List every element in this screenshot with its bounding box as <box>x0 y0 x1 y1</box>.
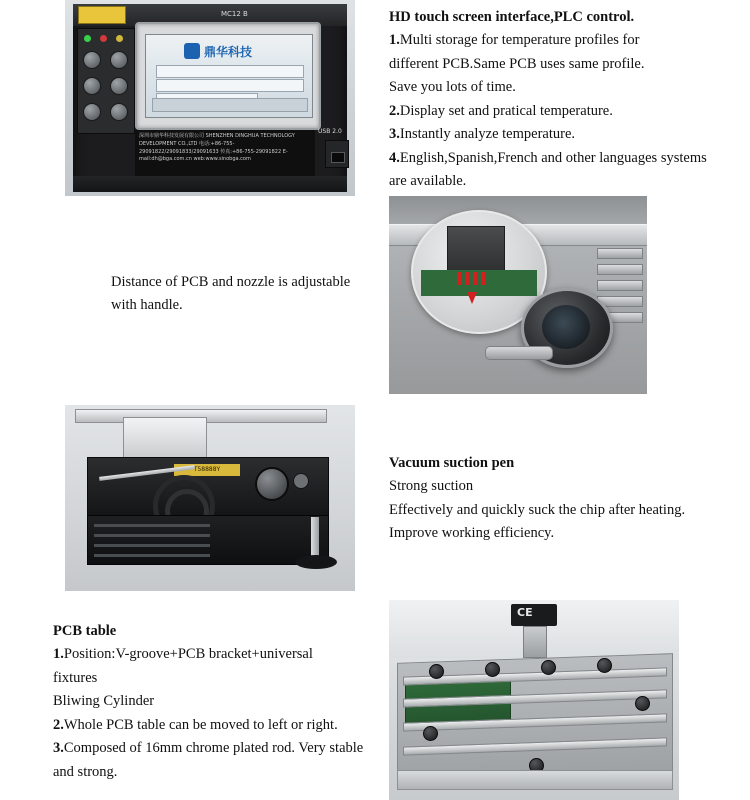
touchscreen-item-4-line-1: English,Spanish,French and other languages systems <box>399 149 707 166</box>
pcbtable-item-2-line-1: Whole PCB table can be moved to left or right. <box>63 716 338 733</box>
touchscreen-item-1-line-2: different PCB.Same PCB uses same profile. <box>389 55 645 72</box>
touch-screen-display <box>145 34 313 118</box>
photo-control-panel <box>65 0 355 196</box>
touchscreen-text-block <box>389 6 737 194</box>
vacuum-line-3: Improve working efficiency. <box>389 525 555 542</box>
photo-machine-base: T58888Y <box>65 405 355 591</box>
touchscreen-item-4-num: 4. <box>389 149 400 166</box>
distance-line-1: Distance of PCB and nozzle is adjustable <box>111 274 351 290</box>
photo-nozzle-closeup <box>389 196 647 394</box>
touchscreen-item-1-line-1: Multi storage for temperature profiles for <box>399 32 640 49</box>
pcbtable-item-1-line-3: Bliwing Cylinder <box>53 693 155 710</box>
pcbtable-item-3-num: 3. <box>53 740 64 757</box>
pcbtable-item-1-num: 1. <box>53 646 64 663</box>
touchscreen-item-3-num: 3. <box>389 126 400 143</box>
touchscreen-item-4-line-2: are available. <box>389 173 467 190</box>
pcbtable-item-3-line-2: and strong. <box>53 763 118 780</box>
vacuum-heading: Vacuum suction pen <box>389 455 515 471</box>
screen-logo-text: 鼎华科技 <box>204 45 253 59</box>
ce-mark: CE <box>517 606 533 619</box>
pcbtable-item-1-line-1: Position:V-groove+PCB bracket+universal <box>63 646 313 663</box>
control-dial-small <box>293 473 309 489</box>
distance-text-block <box>111 271 376 318</box>
company-info-plate: 深圳市鼎华科技发展有限公司 SHENZHEN DINGHUA TECHNOLOGY DEVELOPMENT CO.,LTD 电话:+86-755-29091822/29091833/29091633 传真:+86-755-29091822 E-mail:dh@bga.com.cn web:www.sinobga.com <box>135 130 315 176</box>
touchscreen-item-1-line-3: Save you lots of time. <box>389 79 516 96</box>
photo-pcb-table <box>389 600 679 800</box>
vacuum-line-2: Effectively and quickly suck the chip after heating. <box>389 501 686 518</box>
touchscreen-item-3-line-1: Instantly analyze temperature. <box>399 126 576 143</box>
touchscreen-item-2-num: 2. <box>389 102 400 119</box>
pcbtable-item-3-line-1: Composed of 16mm chrome plated rod. Very stable <box>63 740 364 757</box>
pcbtable-heading: PCB table <box>53 623 117 639</box>
vacuum-line-1: Strong suction <box>389 478 474 495</box>
pcbtable-text-block <box>53 620 383 784</box>
usb-port-label: USB 2.0 <box>318 128 342 135</box>
vacuum-text-block <box>389 452 719 546</box>
control-dial <box>255 467 289 501</box>
panel-model-label: MC12 B <box>221 10 248 18</box>
touchscreen-heading: HD touch screen interface,PLC control. <box>389 9 635 25</box>
touchscreen-item-1-num: 1. <box>389 32 400 49</box>
adjust-handle <box>485 346 553 360</box>
pcbtable-item-2-num: 2. <box>53 716 64 733</box>
distance-line-2: with handle. <box>111 297 183 314</box>
touchscreen-item-2-line-1: Display set and pratical temperature. <box>399 102 613 119</box>
usb-port <box>325 140 349 168</box>
pcbtable-item-1-line-2: fixtures <box>53 669 98 686</box>
